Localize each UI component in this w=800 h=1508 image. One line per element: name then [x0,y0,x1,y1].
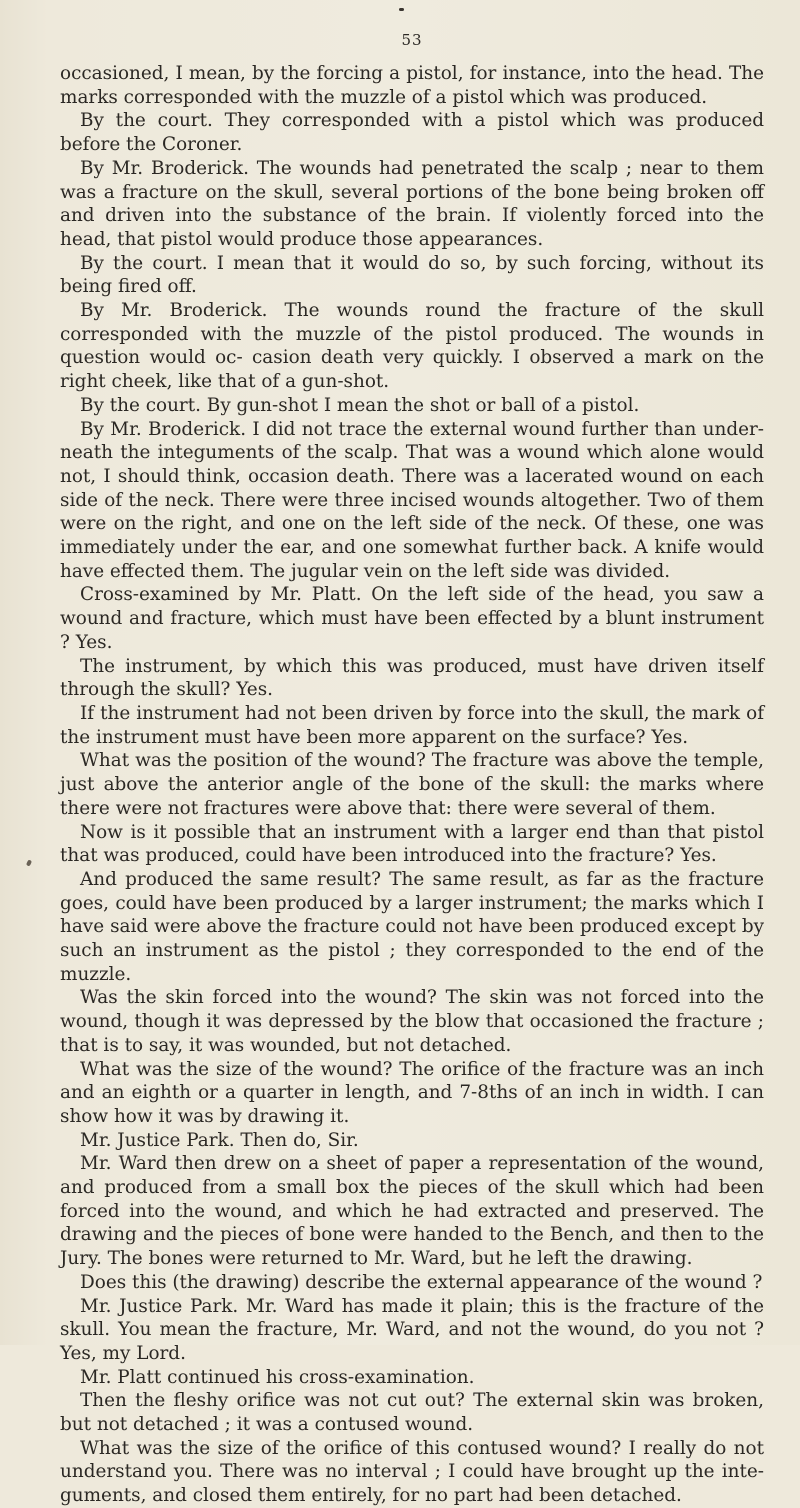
paragraph: occasioned, I mean, by the forcing a pistol, for instance, into the head. The marks corresponded with the muzzle of a pistol which was produced. [60,63,764,108]
ink-mark [399,8,404,11]
page-number: 53 [401,31,423,49]
paragraph: By the court. I mean that it would do so, by such forcing, without its being fired off. [60,252,764,298]
paragraph: By Mr. Broderick. The wounds had penetrated the scalp ; near to them was a fracture on the skull, several portions of the bone being broken off and driven into the substance of the brain. If violently forced into the head, that pistol would produce those appearances. [60,157,764,250]
paragraph: By Mr. Broderick. I did not trace the external wound further than under- neath the integuments of the scalp. That was a wound which alone would not, I should think, occasion death. There was a lacerated wound on each side of the neck. There were three incised wounds altogether. Two of them were on the right, and one on the left side of the neck. Of these, one was immediately under the ear, and one somewhat further back. A knife would have effected them. The jugular vein on the left side was divided. [60,418,764,582]
paragraph: The instrument, by which this was produced, must have driven itself through the skull? Yes. [60,655,764,701]
paragraph: What was the size of the orifice of this contused wound? I really do not understand you. There was no interval ; I could have brought up the inte- guments, and closed them entirely, for no part had been detached. [60,1437,764,1507]
paragraph: Mr. Ward then drew on a sheet of paper a representation of the wound, and produced from a small box the pieces of the skull which had been forced into the wound, and which he had extracted and preserved. The drawing and the pieces of bone were handed to the Bench, and then to the Jury. The bones were returned to Mr. Ward, but he left the drawing. [60,1153,764,1270]
paragraph: Then the fleshy orifice was not cut out? The external skin was broken, but not detached ; it was a contused wound. [60,1390,764,1436]
paragraph: Was the skin forced into the wound? The skin was not forced into the wound, though it was depressed by the blow that occasioned the fracture ; that is to say, it was wounded, but not detached. [60,987,764,1056]
paragraph: Cross-examined by Mr. Platt. On the left side of the head, you saw a wound and fracture, which must have been effected by a blunt instrument ? Yes. [60,584,764,653]
paragraph: Mr. Justice Park. Then do, Sir. [80,1129,359,1151]
body-text [60,62,764,1508]
paragraph: Now is it possible that an instrument with a larger end than that pistol that was produced, could have been introduced into the fracture? Yes. [60,821,764,867]
paragraph: Mr. Platt continued his cross-examination. [80,1366,475,1388]
paragraph: By Mr. Broderick. The wounds round the fracture of the skull corresponded with the muzzle of the pistol produced. The wounds in question would oc- casion death very quickly. I observed a mark on the right cheek, like that of a gun-shot. [60,300,764,393]
paragraph: If the instrument had not been driven by force into the skull, the mark of the instrument must have been more apparent on the surface? Yes. [60,702,764,748]
paragraph: Does this (the drawing) describe the external appearance of the wound ? [80,1271,763,1293]
paragraph: By the court. They corresponded with a pistol which was produced before the Coroner. [60,110,764,156]
paragraph: Mr. Justice Park. Mr. Ward has made it plain; this is the fracture of the skull. You mean the fracture, Mr. Ward, and not the wound, do you not ? Yes, my Lord. [60,1295,764,1364]
paragraph: By the court. By gun-shot I mean the shot or ball of a pistol. [80,394,640,416]
paragraph: What was the size of the wound? The orifice of the fracture was an inch and an eighth or a quarter in length, and 7-8ths of an inch in width. I can show how it was by drawing it. [60,1058,764,1127]
paragraph: What was the position of the wound? The fracture was above the temple, just above the anterior angle of the bone of the skull: the marks where there were not fractures were above that: there were several of them. [60,750,764,819]
paragraph: And produced the same result? The same result, as far as the fracture goes, could have been produced by a larger instrument; the marks which I have said were above the fracture could not have been produced except by such an instrument as the pistol ; they corresponded to the end of the muzzle. [60,868,764,985]
paper-fleck [26,859,32,866]
